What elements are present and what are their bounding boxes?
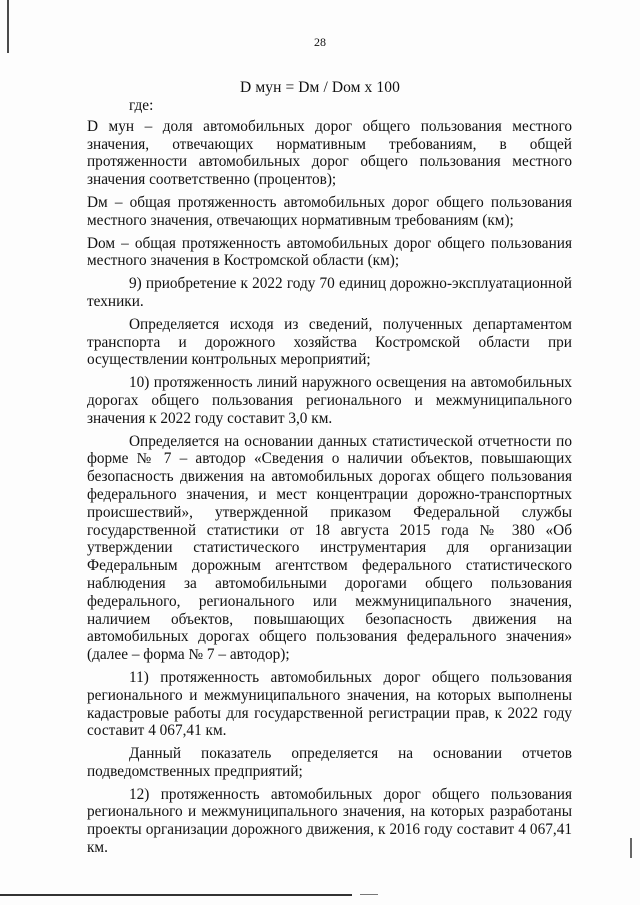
page-number: 28 xyxy=(314,35,326,49)
paragraph-def-dom: Dом – общая протяженность автомобильных дорог общего пользования местного значения в Костромской области (км); xyxy=(87,234,572,270)
paragraph-item-9-note: Определяется исходя из сведений, полученных департаментом транспорта и дорожного хозяйства Костромской области при осуществлении контрольных мероприятий; xyxy=(87,315,572,369)
paragraph-item-12: 12) протяженность автомобильных дорог общего пользования регионального и межмуниципального значения, на которых разработаны проекты организации дорожного движения, к 2016 году составит 4 067,41 км. xyxy=(87,785,572,857)
where-label: где: xyxy=(129,97,154,114)
paragraph-item-10: 10) протяженность линий наружного освещения на автомобильных дорогах общего пользования регионального и межмуниципального значения к 2022 году составит 3,0 км. xyxy=(87,374,572,427)
paragraph-item-11: 11) протяженность автомобильных дорог общего пользования регионального и межмуниципального значения, на которых выполнены кадастровые работы для государственной регистрации прав, к 2022 году составит 4 067,41 км. xyxy=(87,668,572,740)
formula: D мун = Dм / Dом х 100 xyxy=(240,79,400,96)
paragraph-def-dm: Dм – общая протяженность автомобильных дорог общего пользования местного значения, отвечающих нормативным требованиям (км); xyxy=(87,193,572,229)
scan-bottom-rule xyxy=(0,894,352,896)
paragraph-item-11-note: Данный показатель определяется на основании отчетов подведомственных предприятий; xyxy=(87,745,572,780)
document-body xyxy=(87,97,572,862)
paragraph-def-dmun: D мун – доля автомобильных дорог общего пользования местного значения, отвечающих нормативным требованиям, в общей протяженности автомобильных дорог общего пользования местного значения соответственно (процентов); xyxy=(87,117,572,189)
paragraph-item-9: 9) приобретение к 2022 году 70 единиц дорожно-эксплуатационной техники. xyxy=(87,275,572,310)
scan-side-mark xyxy=(630,838,632,858)
scan-bottom-dash xyxy=(360,894,378,895)
paragraph-item-10-note: Определяется на основании данных статистической отчетности по форме № 7 – автодор «Сведения о наличии объектов, повышающих безопасность движения на автомобильных дорогах общего пользования федерального значения, и мест концентрации дорожно-транспортных происшествий», утвержденной приказом Федеральной службы государственной статистики от 18 августа 2015 года № 380 «Об утверждении статистического инструментария для организации Федеральным дорожным агентством федерального статистического наблюдения за автомобильными дорогами общего пользования федерального, регионального или межмуниципального значения, наличием объектов, повышающих безопасность движения на автомобильных дорогах общего пользования федерального значения» (далее – форма № 7 – автодор); xyxy=(87,432,572,664)
